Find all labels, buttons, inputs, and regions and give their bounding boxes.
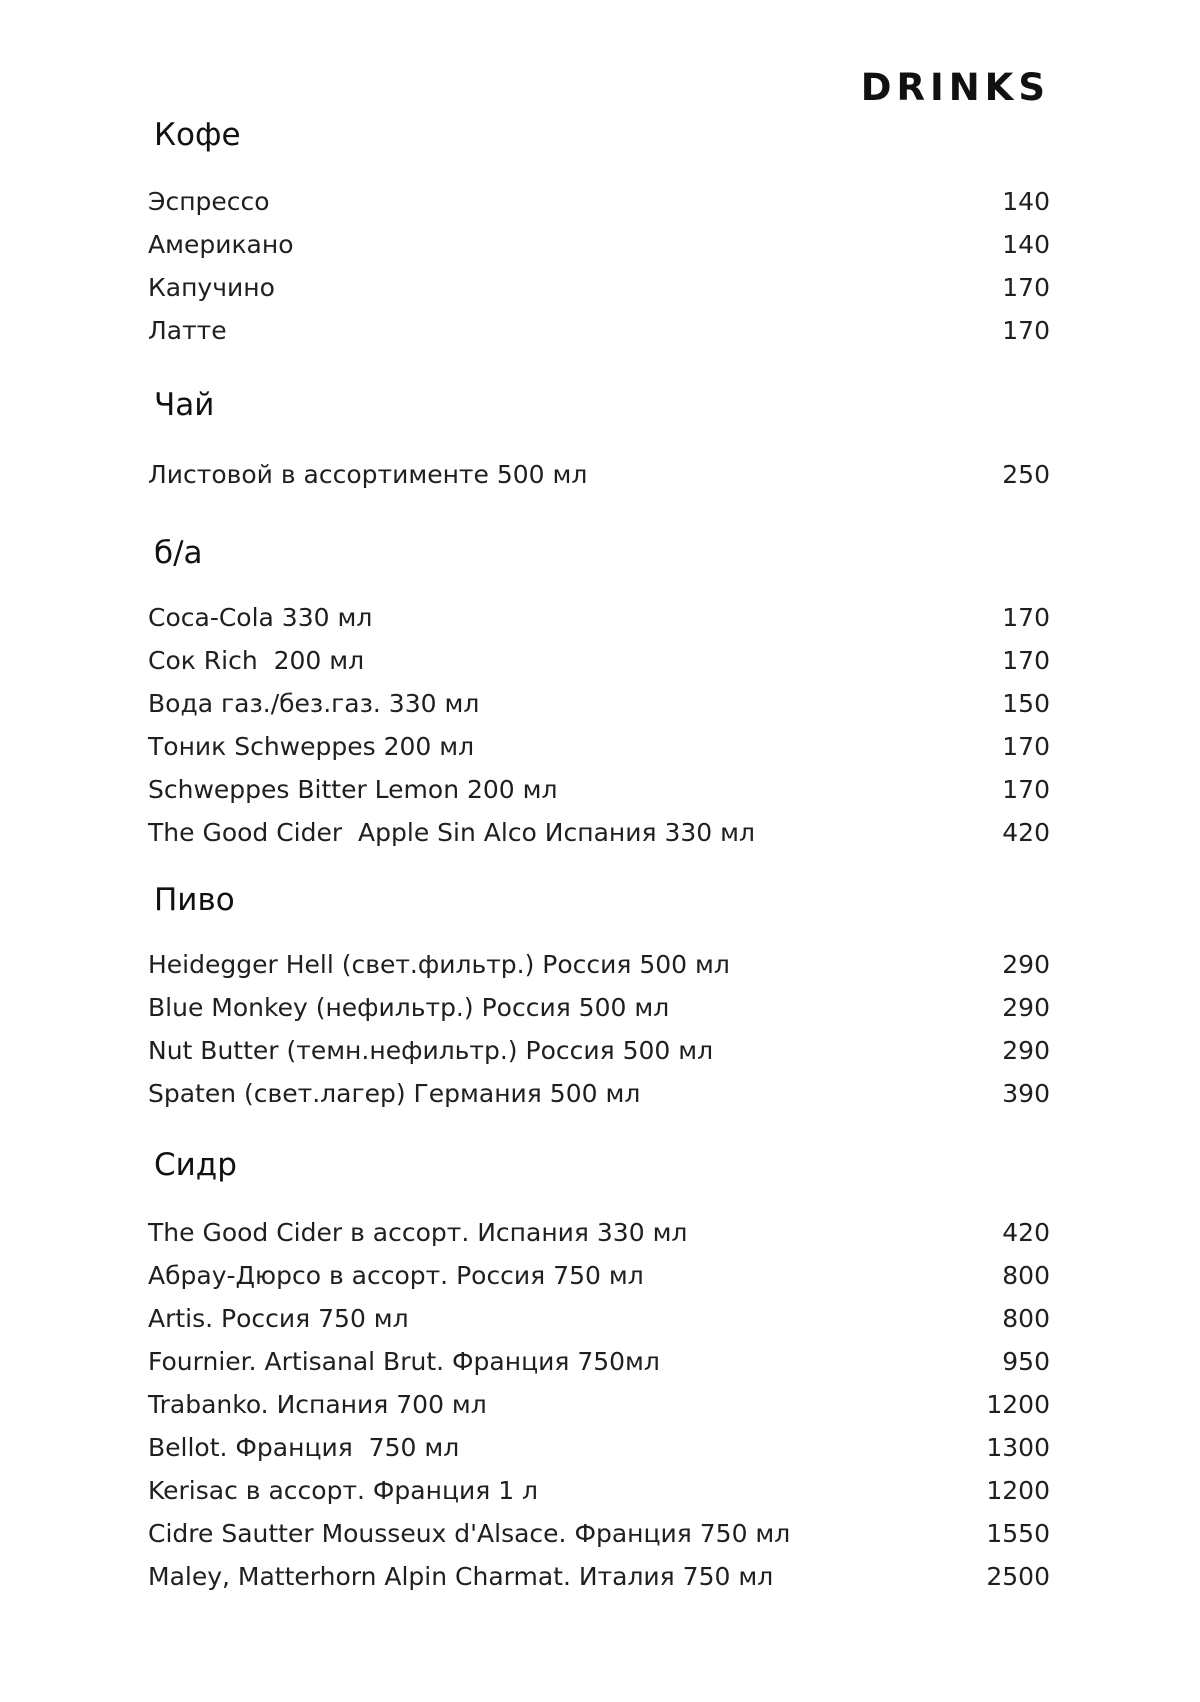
menu-item [148,682,1050,725]
menu-item [148,1426,1050,1469]
item-name: Тоник Schweppes 200 мл [148,732,475,761]
item-name: Сок Rich 200 мл [148,646,365,675]
item-price: 420 [1002,1218,1050,1247]
section-tea [148,385,1050,496]
menu-list [148,1211,1050,1598]
item-price: 140 [1002,187,1050,216]
menu-item [148,943,1050,986]
menu-item [148,266,1050,309]
menu-item [148,1512,1050,1555]
item-name: Nut Butter (темн.нефильтр.) Россия 500 мл [148,1036,714,1065]
section-beer [148,880,1050,1115]
item-price: 1550 [986,1519,1050,1548]
menu-item [148,1340,1050,1383]
menu-item [148,1254,1050,1297]
item-price: 800 [1002,1304,1050,1333]
section-title: б/а [154,535,203,571]
item-price: 950 [1002,1347,1050,1376]
item-name: Kerisac в ассорт. Франция 1 л [148,1476,539,1505]
item-price: 420 [1002,818,1050,847]
menu-item [148,725,1050,768]
item-name: Вода газ./без.газ. 330 мл [148,689,480,718]
menu-item [148,309,1050,352]
menu-item [148,223,1050,266]
item-price: 1200 [986,1390,1050,1419]
item-name: Trabanko. Испания 700 мл [148,1390,487,1419]
item-price: 800 [1002,1261,1050,1290]
item-name: Листовой в ассортименте 500 мл [148,460,588,489]
item-name: Coca-Cola 330 мл [148,603,373,632]
menu-item [148,768,1050,811]
item-price: 290 [1002,993,1050,1022]
section-coffee [148,115,1050,352]
item-name: Spaten (свет.лагер) Германия 500 мл [148,1079,641,1108]
menu-item [148,986,1050,1029]
menu-item [148,596,1050,639]
item-name: Fournier. Artisanal Brut. Франция 750мл [148,1347,660,1376]
item-name: Американо [148,230,294,259]
item-name: Schweppes Bitter Lemon 200 мл [148,775,558,804]
section-title: Пиво [154,882,235,918]
page-title: DRINKS [860,66,1050,109]
menu-item [148,811,1050,854]
item-price: 150 [1002,689,1050,718]
item-price: 170 [1002,273,1050,302]
section-title: Чай [154,387,215,423]
section-title: Сидр [154,1147,237,1183]
menu-list [148,943,1050,1115]
menu-item [148,1555,1050,1598]
item-price: 2500 [986,1562,1050,1591]
menu-item [148,1469,1050,1512]
item-price: 290 [1002,1036,1050,1065]
item-name: Blue Monkey (нефильтр.) Россия 500 мл [148,993,670,1022]
menu-item [148,1029,1050,1072]
item-price: 390 [1002,1079,1050,1108]
menu-item [148,453,1050,496]
menu-item [148,1211,1050,1254]
item-name: Cidre Sautter Mousseux d'Alsace. Франция 750 мл [148,1519,791,1548]
menu-list [148,453,1050,496]
item-name: Эспрессо [148,187,270,216]
item-name: Капучино [148,273,275,302]
item-name: Абрау-Дюрсо в ассорт. Россия 750 мл [148,1261,644,1290]
item-price: 1200 [986,1476,1050,1505]
item-name: Bellot. Франция 750 мл [148,1433,460,1462]
menu-list [148,596,1050,854]
item-name: Латте [148,316,227,345]
item-price: 250 [1002,460,1050,489]
section-cider [148,1145,1050,1598]
item-price: 170 [1002,603,1050,632]
menu-item [148,180,1050,223]
menu-item [148,639,1050,682]
item-price: 1300 [986,1433,1050,1462]
menu-item [148,1072,1050,1115]
menu-item [148,1297,1050,1340]
menu-list [148,180,1050,352]
menu-item [148,1383,1050,1426]
item-price: 170 [1002,732,1050,761]
item-name: Maley, Matterhorn Alpin Charmat. Италия 750 мл [148,1562,774,1591]
item-price: 170 [1002,646,1050,675]
section-title: Кофе [154,117,241,153]
item-price: 290 [1002,950,1050,979]
item-price: 140 [1002,230,1050,259]
item-name: The Good Cider Apple Sin Alco Испания 330 мл [148,818,755,847]
section-soft-drinks [148,533,1050,854]
item-name: Artis. Россия 750 мл [148,1304,409,1333]
item-price: 170 [1002,316,1050,345]
item-name: The Good Cider в ассорт. Испания 330 мл [148,1218,688,1247]
item-price: 170 [1002,775,1050,804]
item-name: Heidegger Hell (свет.фильтр.) Россия 500 мл [148,950,730,979]
